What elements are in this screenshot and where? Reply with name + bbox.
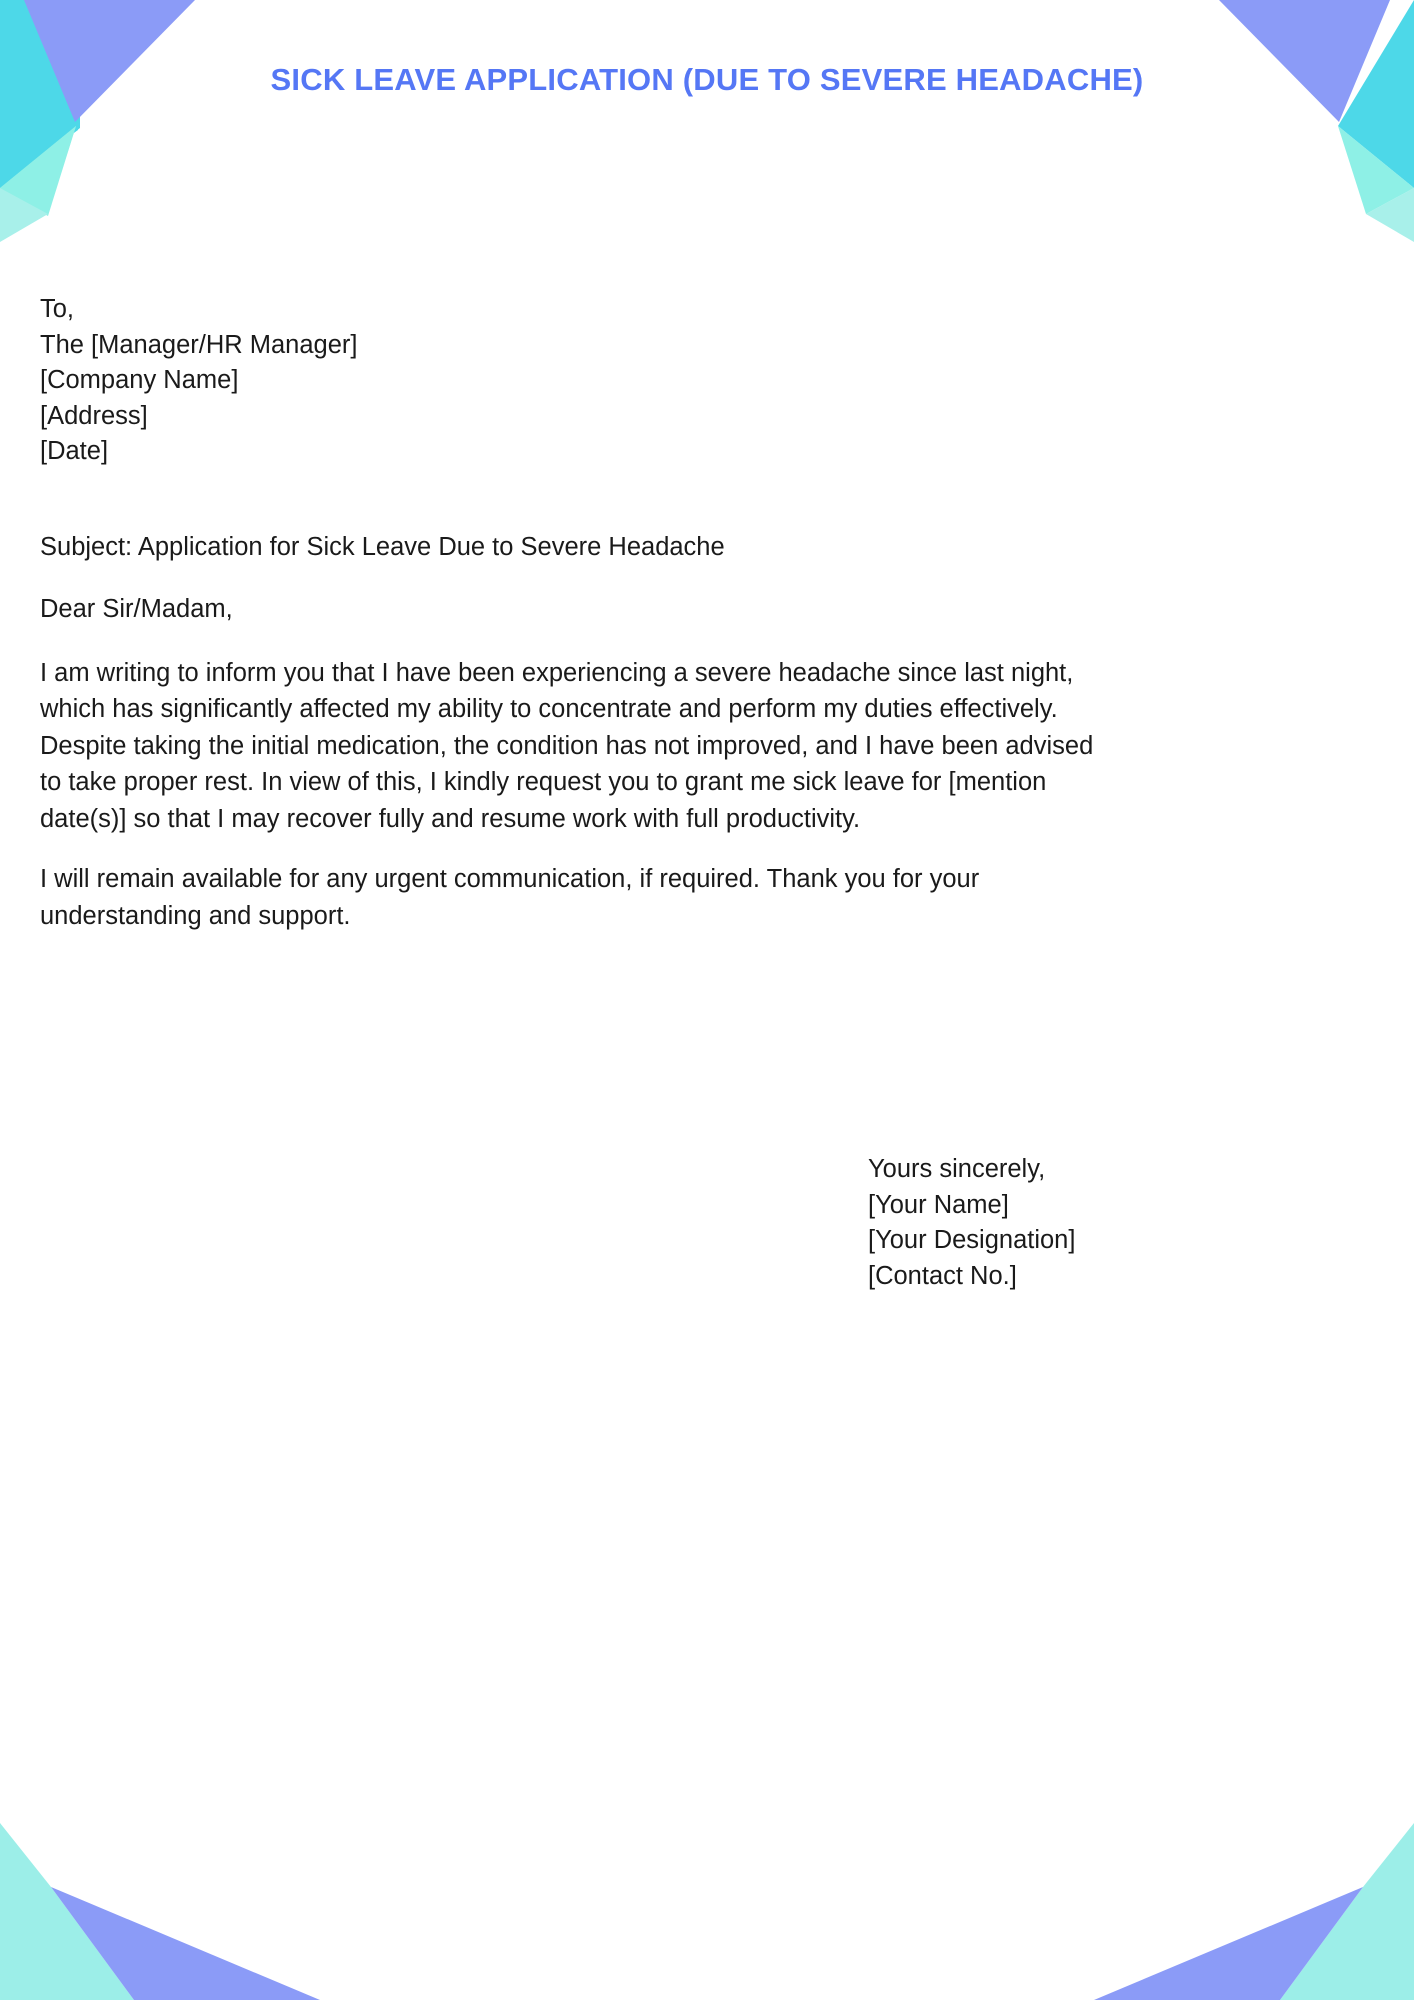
recipient-manager-line: The [Manager/HR Manager] bbox=[40, 330, 358, 359]
recipient-address-line: [Address] bbox=[40, 401, 148, 430]
recipient-block bbox=[40, 292, 1100, 470]
top-right-mint-pale-shape bbox=[1366, 188, 1414, 242]
bottom-left-aqua-shape bbox=[0, 1823, 134, 2000]
spacer-after-salutation bbox=[40, 628, 1100, 655]
top-left-mint-pale-shape bbox=[0, 188, 48, 242]
bottom-right-periwinkle-triangle bbox=[1094, 1887, 1363, 2000]
salutation-line: Dear Sir/Madam, bbox=[40, 595, 233, 623]
signature-name: [Your Name] bbox=[868, 1190, 1009, 1219]
top-left-aqua-shape bbox=[0, 126, 76, 216]
letter-content bbox=[40, 292, 1100, 934]
body-paragraph-2: I will remain available for any urgent communication, if required. Thank you for your understanding and support. bbox=[40, 865, 980, 930]
recipient-to-label: To, bbox=[40, 295, 75, 323]
recipient-date-line: [Date] bbox=[40, 437, 109, 465]
subject-line: Subject: Application for Sick Leave Due to Severe Headache bbox=[40, 532, 725, 561]
spacer-between-paragraphs bbox=[40, 837, 1100, 861]
bottom-left-periwinkle-triangle bbox=[51, 1887, 320, 2000]
signature-closing: Yours sincerely, bbox=[868, 1155, 1046, 1183]
spacer-after-recipient bbox=[40, 470, 1100, 530]
top-left-mint-shape bbox=[0, 126, 76, 214]
bottom-right-aqua-shape bbox=[1280, 1823, 1414, 2000]
top-right-mint-shape bbox=[1338, 126, 1414, 214]
body-paragraph-1: I am writing to inform you that I have been experiencing a severe headache since last night, which has significantly affected my ability to concentrate and perform my duties effectively. Despite taking the initial medication, the condition has not improved, and I have been advised to take proper rest. In view of this, I kindly request you to grant me sick leave for [mention date(s)] so that I may recover fully and resume work with full productivity. bbox=[40, 658, 1094, 833]
page-title: SICK LEAVE APPLICATION (DUE TO SEVERE HEADACHE) bbox=[270, 62, 1144, 97]
signature-designation: [Your Designation] bbox=[868, 1226, 1076, 1254]
spacer-after-subject bbox=[40, 565, 1100, 592]
recipient-company-line: [Company Name] bbox=[40, 366, 239, 394]
signature-contact: [Contact No.] bbox=[868, 1261, 1017, 1290]
signature-block bbox=[868, 1152, 1288, 1294]
